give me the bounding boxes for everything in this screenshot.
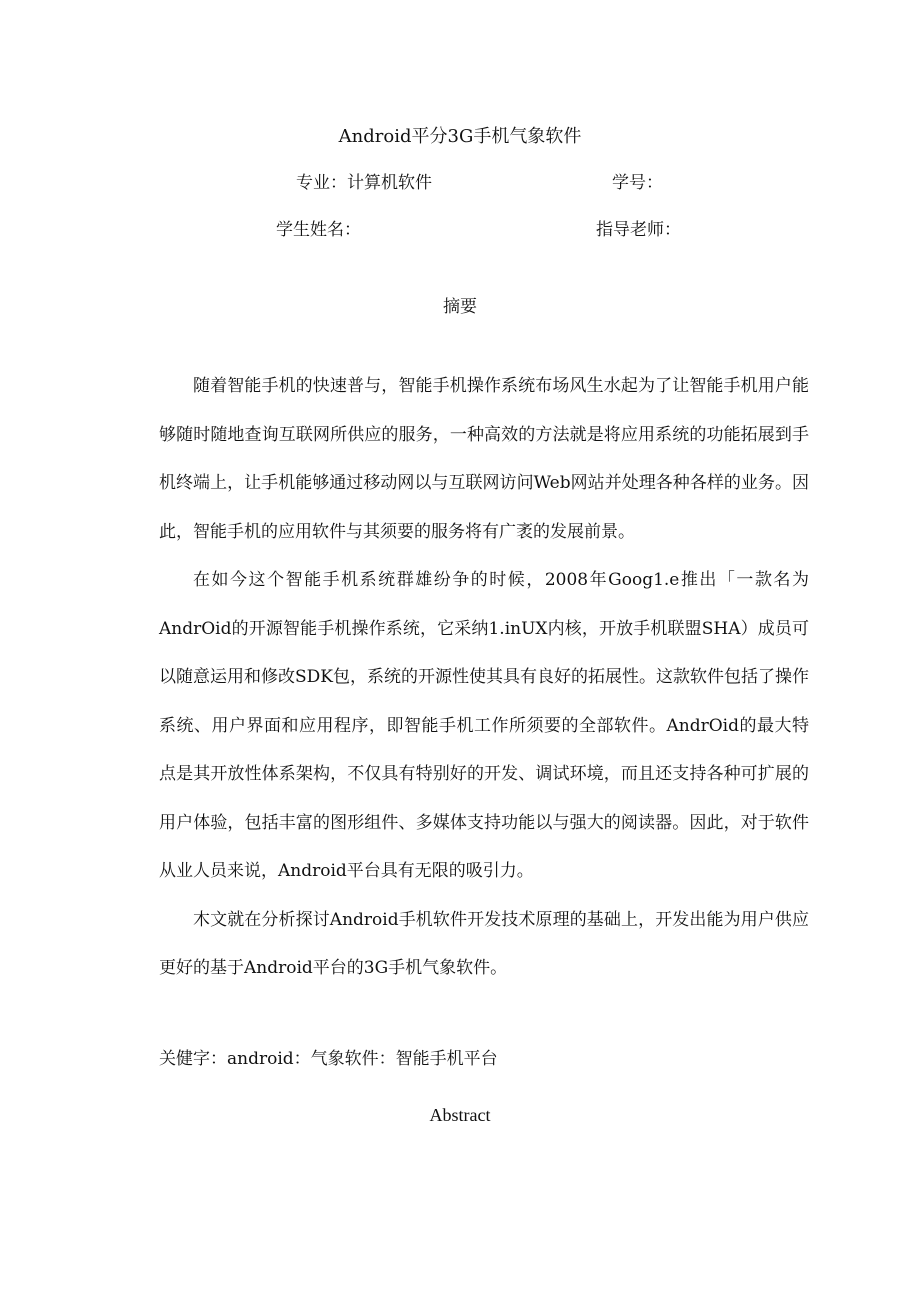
abstract-paragraph-1: 随着智能手机的快速普与，智能手机操作系统布场风生水起为了让智能手机用户能够随时随地查询互联网所供应的服务，一种高效的方法就是将应用系统的功能拓展到手机终端上，让手机能够通过移动网以与互联网访问Web网站并处理各种各样的业务。因此，智能手机的应用软件与其须要的服务将有广袤的发展前景。 bbox=[159, 376, 809, 542]
student-id-field: 学号： bbox=[612, 173, 663, 193]
major-field: 专业：计算机软件 bbox=[296, 173, 432, 193]
advisor-field: 指导老师： bbox=[596, 220, 681, 240]
abstract-en-heading: Abstract bbox=[429, 1105, 491, 1125]
abstract-paragraph-3: 木文就在分析探讨Android手机软件开发技术原理的基础上，开发出能为用户供应更好的基于Android平台的3G手机气象软件。 bbox=[159, 909, 809, 978]
abstract-heading: 摘要 bbox=[443, 297, 477, 317]
meta-row-major bbox=[0, 170, 920, 196]
abstract-paragraph-2: 在如今这个智能手机系统群雄纷争的时候，2008年Goog1.e推出「一款名为AndrOid的开源智能手机操作系统，它采纳1.inUX内核，开放手机联盟SHA）成员可以随意运用和修改SDK包，系统的开源性使其具有良好的拓展性。这款软件包括了操作系统、用户界面和应用程序，即智能手机工作所须要的全部软件。AndrOid的最大特点是其开放性体系架构，不仅具有特别好的开发、调试环境，而且还支持各种可扩展的用户体验，包括丰富的图形组件、多媒体支持功能以与强大的阅读器。因此，对于软件从业人员来说，Android平台具有无限的吸引力。 bbox=[159, 570, 809, 881]
meta-row-name bbox=[0, 217, 920, 243]
keywords-line: 关健字：android：气象软件：智能手机平台 bbox=[159, 1049, 498, 1069]
abstract-body bbox=[159, 362, 809, 993]
student-name-field: 学生姓名： bbox=[276, 220, 361, 240]
document-title: Android平分3G手机气象软件 bbox=[338, 126, 582, 147]
